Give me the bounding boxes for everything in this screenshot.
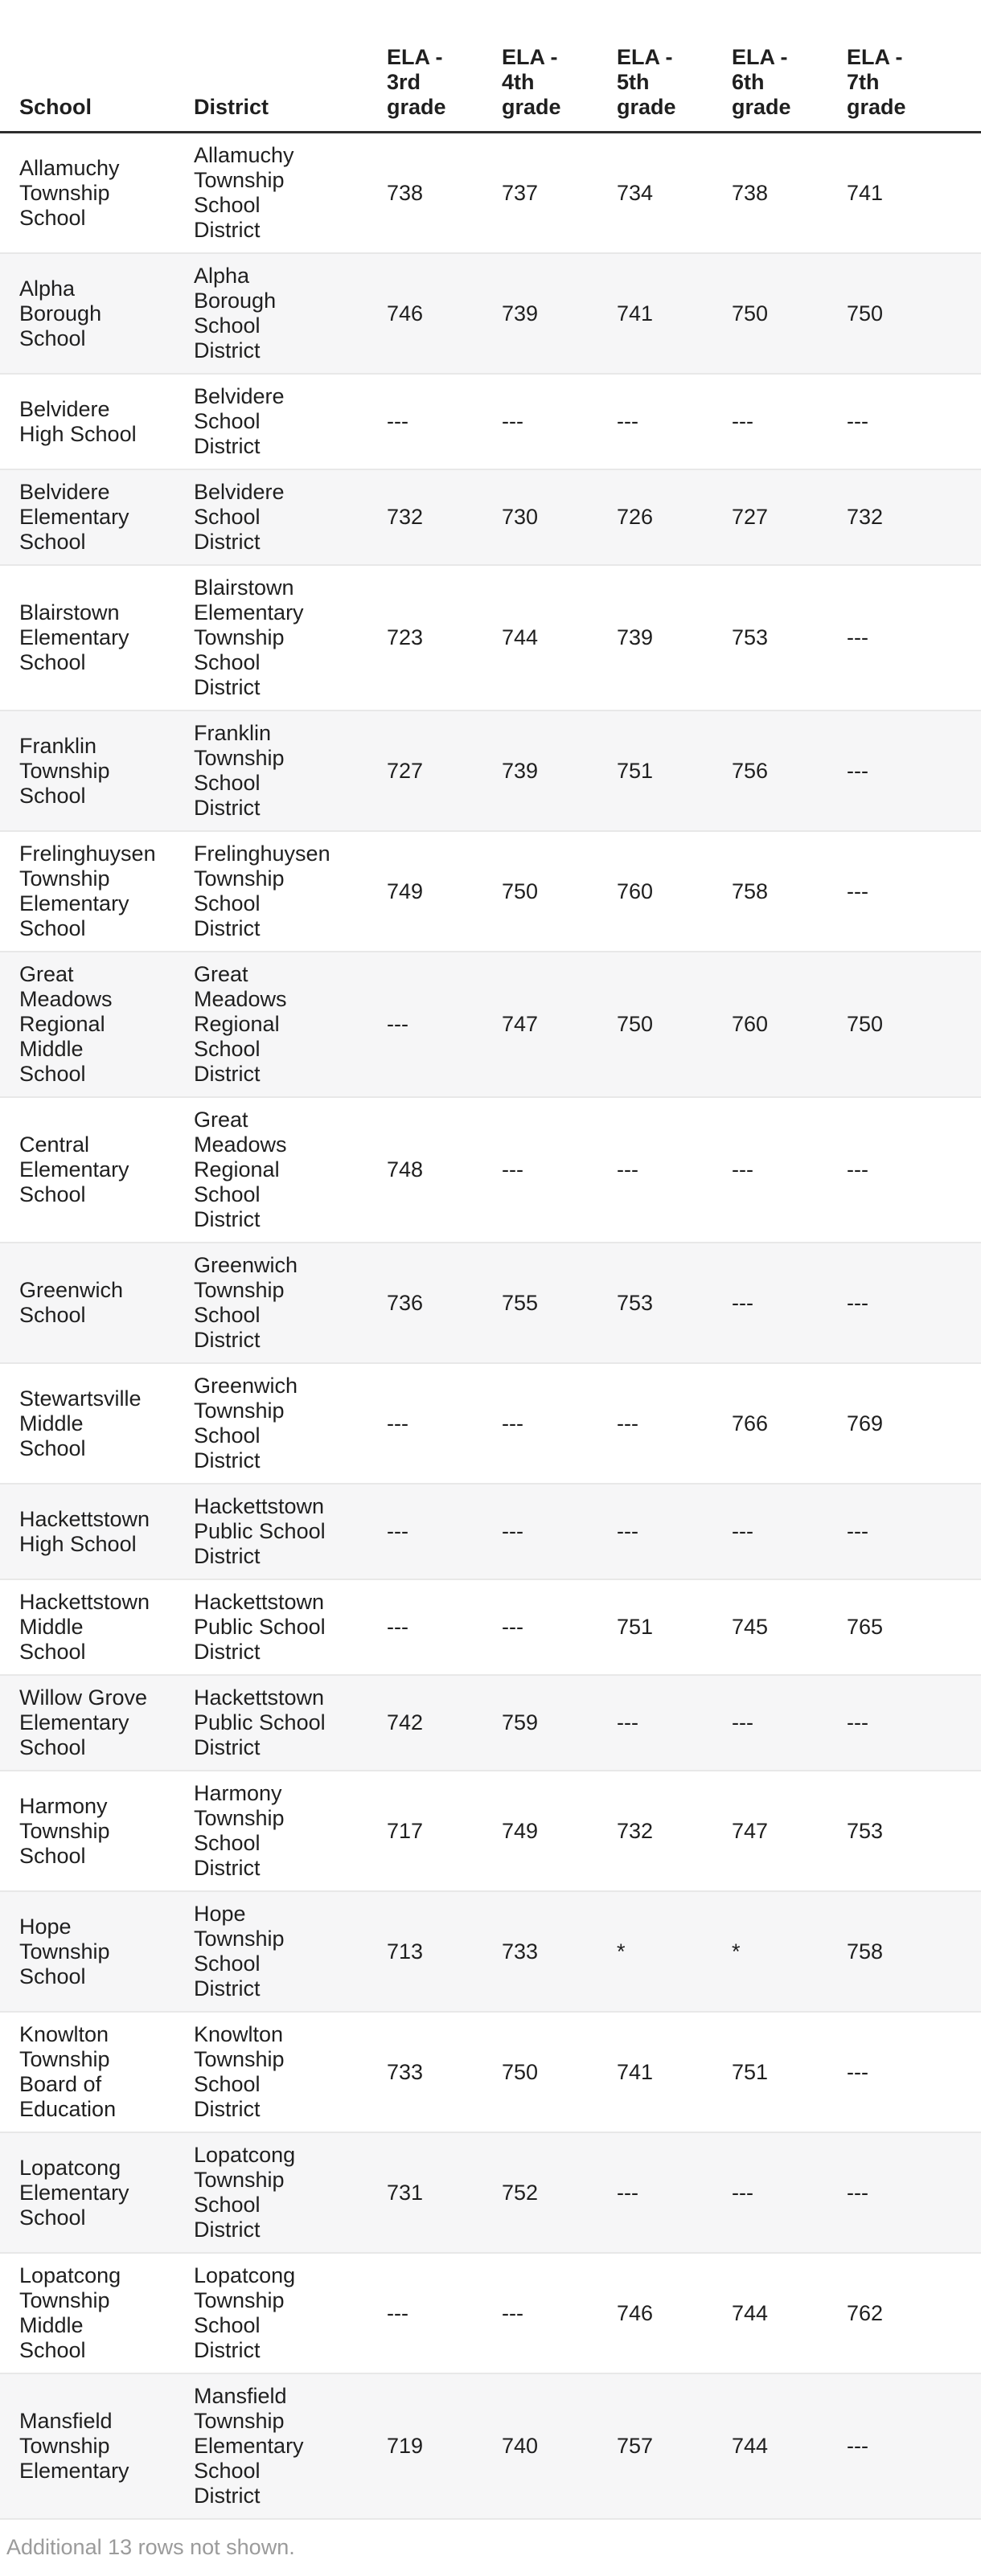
- score-cell: 755: [502, 1290, 539, 1315]
- score-cell: 727: [732, 505, 769, 529]
- score-cell: 732: [387, 505, 424, 529]
- score-cell: 737: [502, 180, 539, 205]
- score-cell: 736: [387, 1290, 424, 1315]
- table-row: [0, 253, 981, 374]
- score-cell: 732: [847, 505, 884, 529]
- score-cell: 741: [617, 2059, 654, 2084]
- score-cell: ---: [847, 625, 868, 649]
- score-cell: 741: [847, 180, 884, 205]
- school-cell: Central Elementary School: [19, 1132, 129, 1206]
- column-header-ela-7th-grade: ELA - 7th grade: [847, 0, 981, 133]
- district-cell: Allamuchy Township School District: [194, 143, 294, 242]
- column-header-ela-6th-grade: ELA - 6th grade: [732, 0, 847, 133]
- score-cell: 738: [732, 180, 769, 205]
- score-cell: ---: [847, 878, 868, 903]
- score-cell: ---: [502, 1519, 523, 1543]
- school-cell: Knowlton Township Board of Education: [19, 2022, 117, 2121]
- score-cell: ---: [502, 1615, 523, 1639]
- score-cell: 719: [387, 2434, 424, 2458]
- score-cell: 739: [502, 758, 539, 783]
- district-cell: Knowlton Township School District: [194, 2022, 285, 2121]
- table-row: [0, 374, 981, 469]
- school-cell: Greenwich School: [19, 1278, 124, 1327]
- score-cell: ---: [617, 1157, 638, 1182]
- score-cell: ---: [847, 1157, 868, 1182]
- school-cell: Lopatcong Elementary School: [19, 2155, 129, 2230]
- score-cell: 756: [732, 758, 769, 783]
- score-cell: 734: [617, 180, 654, 205]
- score-cell: 744: [502, 625, 539, 649]
- school-cell: Allamuchy Township School: [19, 155, 120, 230]
- table-row: [0, 133, 981, 254]
- score-cell: ---: [387, 1012, 408, 1036]
- score-cell: 738: [387, 180, 424, 205]
- district-cell: Lopatcong Township School District: [194, 2263, 296, 2362]
- score-cell: ---: [617, 2180, 638, 2205]
- school-cell: Harmony Township School: [19, 1793, 110, 1868]
- table-row: [0, 1891, 981, 2012]
- score-cell: 766: [732, 1411, 769, 1435]
- district-cell: Frelinghuysen Township School District: [194, 842, 330, 940]
- table-row: [0, 469, 981, 565]
- score-cell: 749: [387, 878, 424, 903]
- score-cell: ---: [847, 1290, 868, 1315]
- score-cell: ---: [502, 1411, 523, 1435]
- score-cell: 750: [732, 301, 769, 326]
- score-cell: 751: [732, 2059, 769, 2084]
- score-cell: ---: [617, 409, 638, 433]
- school-cell: Mansfield Township Elementary: [19, 2409, 129, 2483]
- score-cell: 760: [617, 878, 654, 903]
- score-cell: ---: [387, 1519, 408, 1543]
- score-cell: 751: [617, 1615, 654, 1639]
- score-cell: 742: [387, 1710, 424, 1734]
- score-cell: 732: [617, 1818, 654, 1843]
- district-cell: Hackettstown Public School District: [194, 1685, 326, 1759]
- score-cell: ---: [387, 1615, 408, 1639]
- district-cell: Great Meadows Regional School District: [194, 1108, 287, 1231]
- score-cell: 744: [732, 2434, 769, 2458]
- score-cell: 757: [617, 2434, 654, 2458]
- score-cell: 765: [847, 1615, 884, 1639]
- district-cell: Franklin Township School District: [194, 721, 285, 820]
- score-cell: ---: [732, 1290, 753, 1315]
- district-cell: Great Meadows Regional School District: [194, 962, 287, 1086]
- rows-not-shown-note: Additional 13 rows not shown.: [6, 2535, 295, 2559]
- score-cell: ---: [847, 2434, 868, 2458]
- header-row: [0, 0, 981, 133]
- score-cell: ---: [732, 2180, 753, 2205]
- table-row: [0, 1579, 981, 1675]
- score-cell: 753: [732, 625, 769, 649]
- school-cell: Hackettstown Middle School: [19, 1590, 150, 1664]
- table-row: [0, 2253, 981, 2373]
- score-cell: 741: [617, 301, 654, 326]
- table-row: [0, 2373, 981, 2519]
- score-cell: 750: [847, 301, 884, 326]
- table-row: [0, 1097, 981, 1243]
- score-cell: 753: [847, 1818, 884, 1843]
- school-cell: Alpha Borough School: [19, 276, 102, 350]
- school-cell: Willow Grove Elementary School: [19, 1685, 148, 1759]
- score-cell: 758: [732, 878, 769, 903]
- table-row: [0, 2132, 981, 2253]
- score-cell: ---: [847, 758, 868, 783]
- school-cell: Franklin Township School: [19, 733, 110, 808]
- score-cell: ---: [847, 409, 868, 433]
- score-cell: 746: [617, 2300, 654, 2325]
- district-cell: Greenwich Township School District: [194, 1253, 298, 1352]
- score-cell: ---: [847, 1710, 868, 1734]
- score-cell: ---: [502, 409, 523, 433]
- score-cell: 744: [732, 2300, 769, 2325]
- score-cell: 750: [847, 1012, 884, 1036]
- score-cell: 717: [387, 1818, 424, 1843]
- score-cell: ---: [387, 2300, 408, 2325]
- school-cell: Hope Township School: [19, 1914, 110, 1988]
- district-cell: Hackettstown Public School District: [194, 1494, 326, 1568]
- score-cell: ---: [847, 1519, 868, 1543]
- score-cell: 739: [502, 301, 539, 326]
- score-cell: 733: [387, 2059, 424, 2084]
- score-cell: ---: [617, 1519, 638, 1543]
- score-cell: 730: [502, 505, 539, 529]
- school-cell: Stewartsville Middle School: [19, 1386, 142, 1460]
- school-cell: Belvidere High School: [19, 396, 137, 446]
- score-cell: 739: [617, 625, 654, 649]
- score-cell: 750: [502, 878, 539, 903]
- column-header-district: District: [194, 0, 387, 133]
- score-cell: ---: [847, 2059, 868, 2084]
- score-cell: 760: [732, 1012, 769, 1036]
- column-header-ela-4th-grade: ELA - 4th grade: [502, 0, 617, 133]
- table-row: [0, 1771, 981, 1891]
- table-row: [0, 1484, 981, 1579]
- score-cell: 749: [502, 1818, 539, 1843]
- score-cell: 752: [502, 2180, 539, 2205]
- score-cell: ---: [732, 1519, 753, 1543]
- score-cell: ---: [502, 2300, 523, 2325]
- column-header-school: School: [0, 0, 194, 133]
- score-cell: 723: [387, 625, 424, 649]
- score-cell: *: [617, 1939, 626, 1964]
- score-cell: 746: [387, 301, 424, 326]
- district-cell: Belvidere School District: [194, 384, 285, 458]
- table-row: [0, 2012, 981, 2132]
- district-cell: Belvidere School District: [194, 480, 285, 554]
- score-cell: 747: [502, 1012, 539, 1036]
- score-cell: 750: [502, 2059, 539, 2084]
- score-cell: *: [732, 1939, 741, 1964]
- school-cell: Hackettstown High School: [19, 1506, 150, 1556]
- score-cell: 727: [387, 758, 424, 783]
- score-cell: 748: [387, 1157, 424, 1182]
- score-cell: ---: [732, 409, 753, 433]
- school-cell: Belvidere Elementary School: [19, 480, 129, 554]
- score-cell: ---: [732, 1710, 753, 1734]
- score-cell: 733: [502, 1939, 539, 1964]
- score-cell: 747: [732, 1818, 769, 1843]
- district-cell: Hope Township School District: [194, 1902, 285, 2001]
- school-cell: Frelinghuysen Township Elementary School: [19, 842, 156, 940]
- score-cell: 753: [617, 1290, 654, 1315]
- score-cell: ---: [732, 1157, 753, 1182]
- table-row: [0, 1363, 981, 1484]
- table-row: [0, 1675, 981, 1771]
- column-header-ela-3rd-grade: ELA - 3rd grade: [387, 0, 502, 133]
- score-cell: 713: [387, 1939, 424, 1964]
- table-row: [0, 831, 981, 952]
- score-cell: 726: [617, 505, 654, 529]
- table-row: [0, 711, 981, 831]
- column-header-ela-5th-grade: ELA - 5th grade: [617, 0, 732, 133]
- table-header: [0, 0, 981, 133]
- district-cell: Greenwich Township School District: [194, 1374, 298, 1472]
- score-cell: ---: [617, 1710, 638, 1734]
- district-cell: Blairstown Elementary Township School District: [194, 575, 304, 699]
- score-cell: 751: [617, 758, 654, 783]
- district-cell: Mansfield Township Elementary School District: [194, 2384, 304, 2508]
- score-cell: 759: [502, 1710, 539, 1734]
- score-cell: ---: [502, 1157, 523, 1182]
- table-row: [0, 952, 981, 1097]
- score-cell: 758: [847, 1939, 884, 1964]
- score-cell: ---: [387, 409, 408, 433]
- district-cell: Alpha Borough School District: [194, 264, 277, 362]
- score-cell: 762: [847, 2300, 884, 2325]
- score-cell: 731: [387, 2180, 424, 2205]
- district-cell: Harmony Township School District: [194, 1781, 285, 1880]
- score-cell: 745: [732, 1615, 769, 1639]
- score-cell: 769: [847, 1411, 884, 1435]
- score-cell: 740: [502, 2434, 539, 2458]
- table-body: [0, 133, 981, 2520]
- school-cell: Great Meadows Regional Middle School: [19, 962, 113, 1086]
- score-cell: ---: [387, 1411, 408, 1435]
- table-row: [0, 565, 981, 711]
- score-cell: ---: [847, 2180, 868, 2205]
- district-cell: Hackettstown Public School District: [194, 1590, 326, 1664]
- score-cell: 750: [617, 1012, 654, 1036]
- score-cell: ---: [617, 1411, 638, 1435]
- school-cell: Lopatcong Township Middle School: [19, 2263, 121, 2362]
- table-row: [0, 1243, 981, 1363]
- district-cell: Lopatcong Township School District: [194, 2143, 296, 2242]
- school-cell: Blairstown Elementary School: [19, 600, 129, 674]
